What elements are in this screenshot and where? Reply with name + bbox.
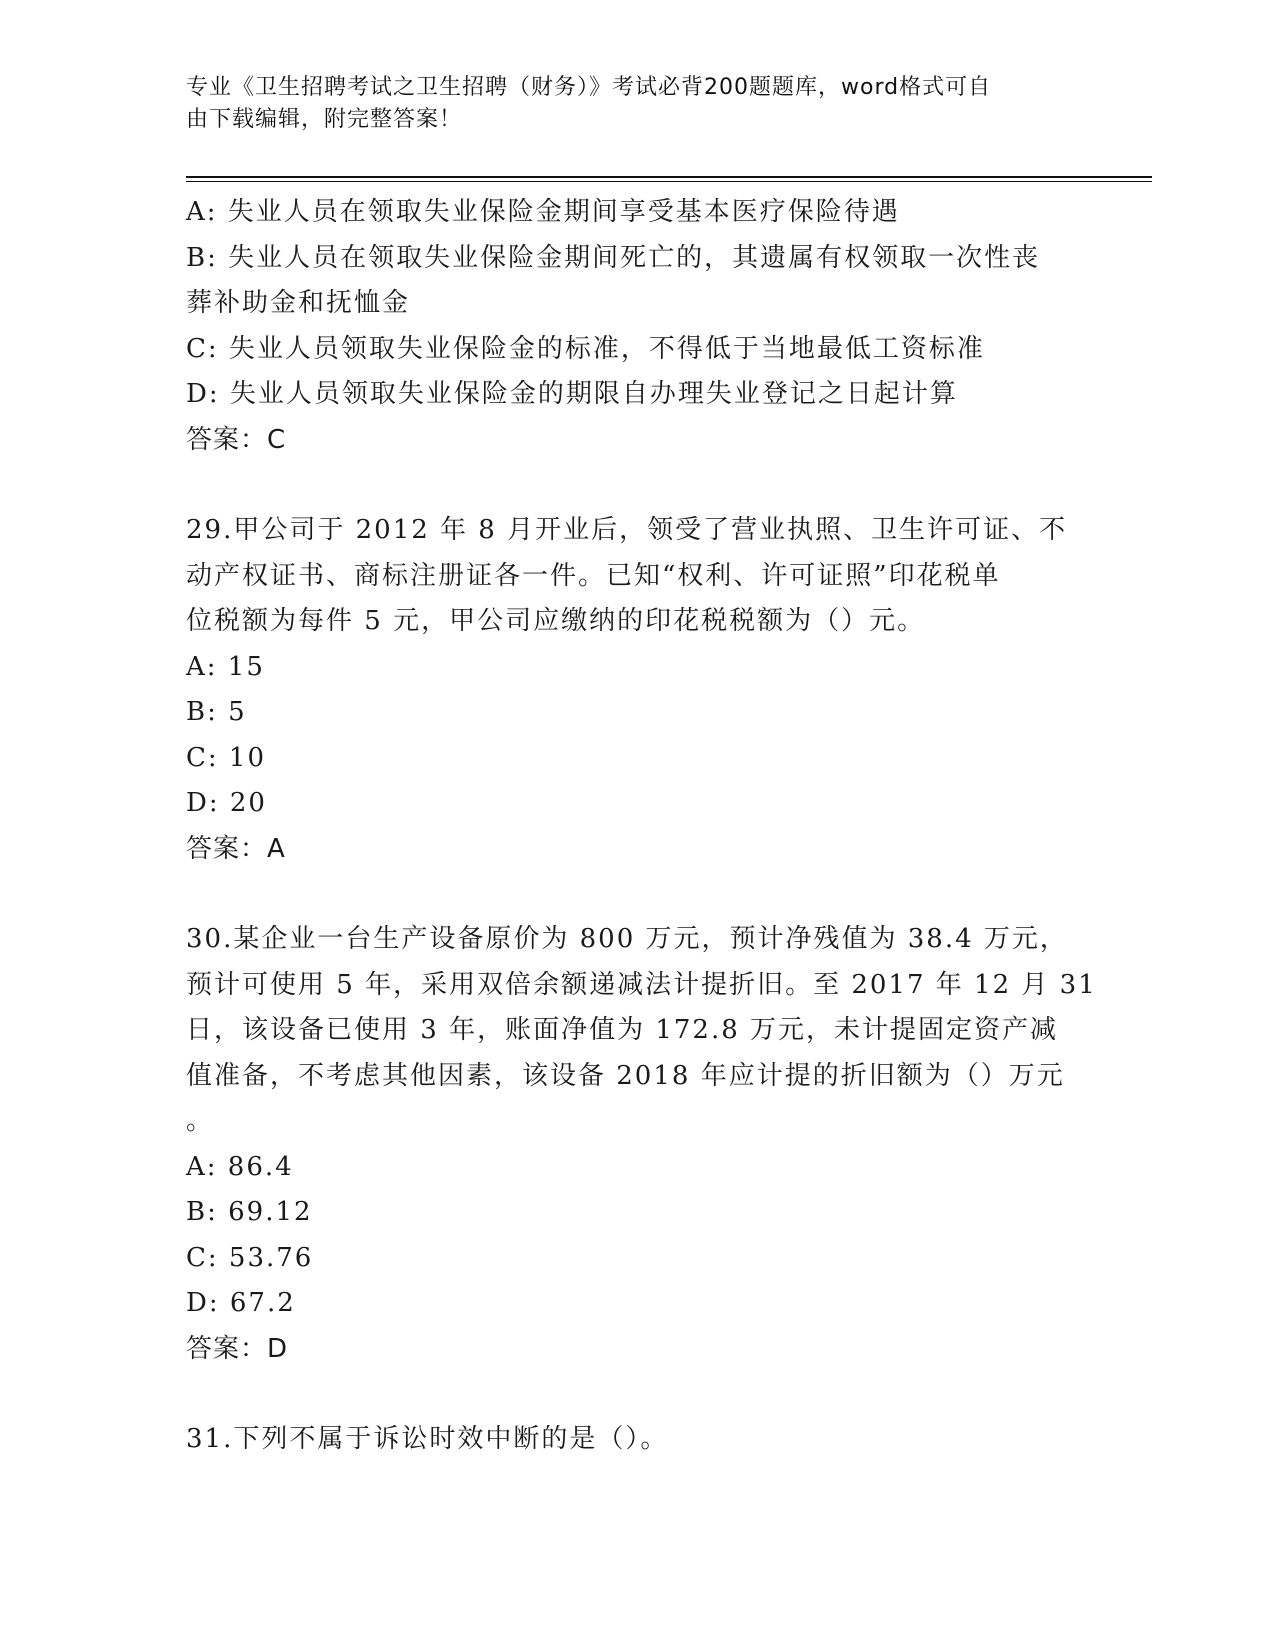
question-stem: 。: [186, 1106, 215, 1136]
spacer: [186, 1372, 1066, 1417]
question-stem: 29.甲公司于 2012 年 8 月开业后，领受了营业执照、卫生许可证、不: [186, 515, 1068, 545]
spacer: [186, 872, 1066, 917]
option-c: C: 失业人员领取失业保险金的标准，不得低于当地最低工资标准: [186, 333, 985, 364]
question-28: [186, 190, 1066, 463]
answer: 答案：C: [186, 424, 287, 455]
question-stem: 31.下列不属于诉讼时效中断的是（）。: [186, 1424, 669, 1454]
question-30: [186, 917, 1097, 1372]
answer: 答案：A: [186, 833, 286, 864]
answer: 答案：D: [186, 1333, 289, 1364]
question-stem: 动产权证书、商标注册证各一件。已知“权利、许可证照”印花税单: [186, 560, 1001, 591]
question-stem: 位税额为每件 5 元，甲公司应缴纳的印花税税额为（）元。: [186, 606, 926, 636]
header-line-1: 专业《卫生招聘考试之卫生招聘（财务）》考试必背200题题库，word格式可自: [186, 75, 992, 100]
option-b: B: 69.12: [186, 1197, 313, 1227]
header-divider-thick: [186, 176, 1152, 178]
option-c: C: 10: [186, 742, 267, 773]
option-a: A: 失业人员在领取失业保险金期间享受基本医疗保险待遇: [186, 197, 900, 227]
question-stem: 30.某企业一台生产设备原价为 800 万元，预计净残值为 38.4 万元，: [186, 924, 1068, 954]
option-a: A: 15: [186, 651, 265, 682]
spacer: [186, 463, 1066, 508]
option-d: D: 20: [186, 788, 267, 818]
header-divider-thin: [186, 181, 1152, 182]
question-list: [186, 190, 1097, 1463]
question-stem: 预计可使用 5 年，采用双倍余额递减法计提折旧。至 2017 年 12 月 31: [186, 969, 1097, 1000]
document-header: [186, 72, 1066, 136]
option-b: B: 5: [186, 697, 247, 727]
question-stem: 日，该设备已使用 3 年，账面净值为 172.8 万元，未计提固定资产减: [186, 1015, 1059, 1045]
question-stem: 值准备，不考虑其他因素，该设备 2018 年应计提的折旧额为（）万元: [186, 1060, 1065, 1091]
option-d: D: 失业人员领取失业保险金的期限自办理失业登记之日起计算: [186, 379, 958, 409]
question-29: [186, 508, 1066, 872]
option-c: C: 53.76: [186, 1242, 314, 1273]
option-d: D: 67.2: [186, 1288, 296, 1318]
question-31: [186, 1417, 1066, 1463]
option-b: B: 失业人员在领取失业保险金期间死亡的，其遗属有权领取一次性丧: [186, 242, 1041, 273]
option-b-continued: 葬补助金和抚恤金: [186, 288, 411, 318]
header-line-2: 由下载编辑，附完整答案！: [186, 107, 463, 132]
option-a: A: 86.4: [186, 1151, 294, 1182]
